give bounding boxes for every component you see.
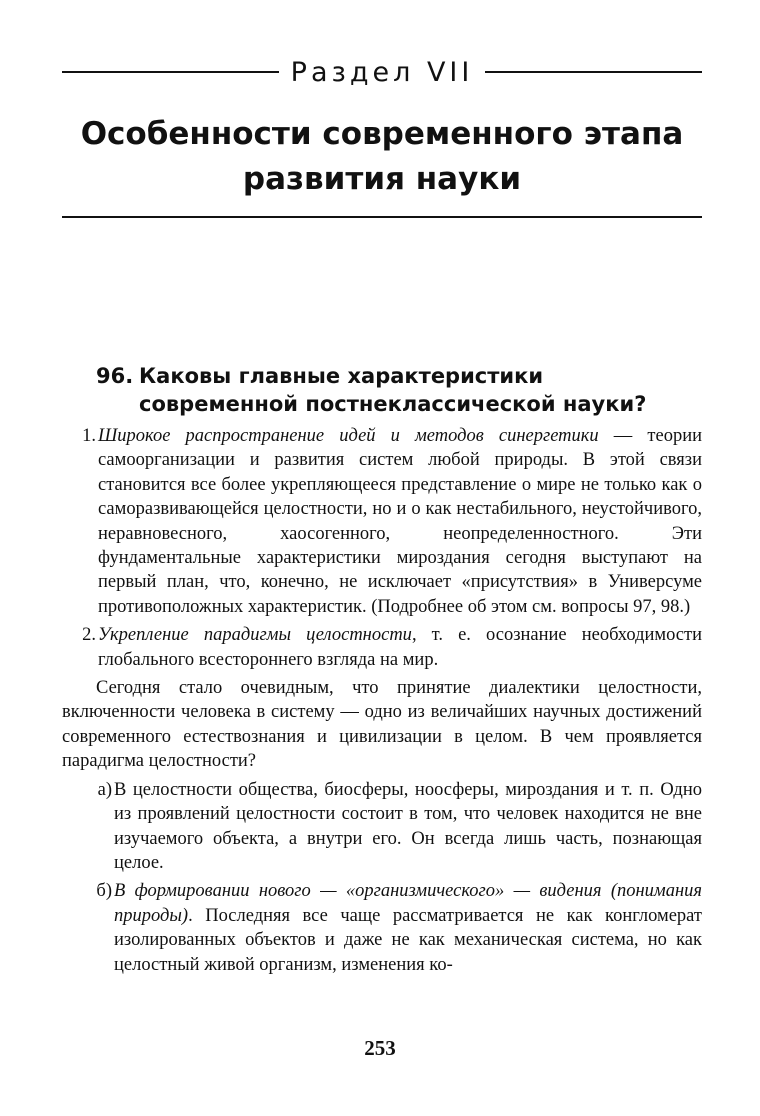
question-number: 96. — [96, 364, 134, 388]
list-item-text — [98, 424, 702, 619]
sub-list-item-lead: В формировании нового — «организмического» — видения (понимания природы) — [114, 881, 702, 926]
sub-list-item-text — [114, 879, 702, 977]
list-item-lead: Укрепление парадигмы целостности — [98, 625, 412, 646]
chapter-title-line-2: развития науки — [242, 161, 522, 197]
body-text — [62, 424, 702, 981]
chapter-title-line-1: Особенности современного этапа — [80, 116, 684, 152]
list-item-text — [98, 623, 702, 672]
section-rule-right — [485, 71, 702, 73]
chapter-title — [62, 112, 702, 202]
title-divider — [62, 216, 702, 218]
paragraph: Сегодня стало очевидным, что принятие диалектики целостности, включенности человека в систему — одно из величайших научных достижений современного естествознания и цивилизации в целом. В чем проявляется парадигма целостности? — [62, 678, 702, 772]
section-header — [62, 52, 702, 92]
list-item-number: 2. — [82, 625, 96, 646]
sub-list-item — [82, 778, 702, 876]
list-item-lead: Широкое распространение идей и методов синергетики — [98, 426, 599, 446]
list-item-body: , т. е. осознание необходимости глобального всестороннего взгляда на мир. — [98, 625, 702, 670]
sub-list-item-marker: а) — [97, 779, 112, 800]
question-text: Каковы главные характеристики современной постнеклассической науки? — [139, 364, 647, 416]
question-heading — [96, 362, 696, 418]
list-item — [62, 623, 702, 672]
list-item-body: — теории самоорганизации и развития систем любой природы. В этой связи становится все более укрепляющееся представление о мире не только как о саморазвивающейся целостности, но и о как нестабильного, неустойчивого, неравновесного, хаосогенного, неопределенностного. Эти фундаментальные характеристики мироздания сегодня выступают на первый план, что, конечно, не исключает «присутствия» в Универсуме противоположных характеристик. (Подробнее об этом см. вопросы 97, 98.) — [98, 426, 702, 617]
sub-list-item-marker: б) — [96, 881, 112, 902]
page-number: 253 — [364, 1036, 396, 1060]
section-rule-left — [62, 71, 279, 73]
list-item-number: 1. — [82, 426, 96, 446]
sub-list-item-body: . Последняя все чаще рассматривается не как конгломерат изолированных объектов и даже не как механическая система, но как целостный живой организм, изменения ко- — [114, 905, 702, 975]
sub-list-item — [82, 879, 702, 977]
sub-list-item-text: В целостности общества, биосферы, ноосферы, мироздания и т. п. Одно из проявлений целостности состоит в том, что человек находится не вне изучаемого объекта, а внутри его. Он всегда лишь часть, познающая целое. — [114, 779, 702, 873]
section-label: Раздел VII — [290, 56, 474, 88]
list-item — [62, 424, 702, 619]
